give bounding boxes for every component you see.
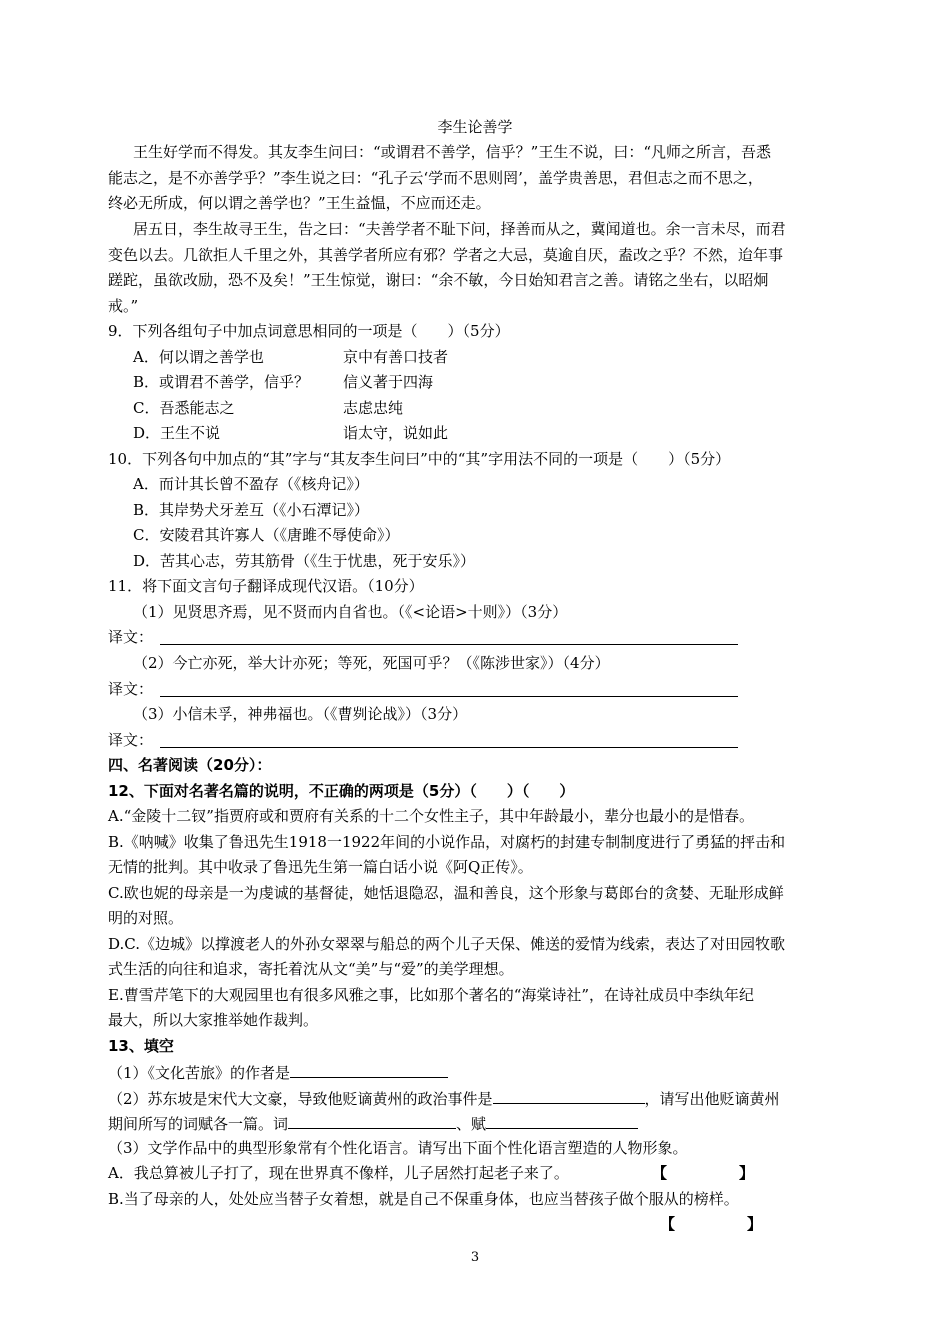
translation-answer-line-2[interactable] — [160, 696, 738, 697]
q9-option-d — [133, 423, 449, 443]
q9-option-right: 志虑忠纯 — [343, 399, 404, 417]
q10-option-c: C．安陵君其许寡人（《唐雎不辱使命》） — [133, 526, 400, 544]
q12-line: 无情的批判。其中收录了鲁迅先生第一篇白话小说《阿Q正传》。 — [108, 858, 533, 876]
fu-blank[interactable] — [486, 1112, 638, 1129]
passage-p2-line: 戒。” — [108, 297, 139, 315]
passage-title: 李生论善学 — [437, 118, 513, 136]
translation-label: 译文： — [108, 680, 154, 698]
passage-p2-line: 变色以去。几欲拒人千里之外，其善学者所应有邪？学者之大忌，莫逾自厌，盍改之乎？不然，迨年事 — [108, 246, 784, 264]
political-event-blank[interactable] — [493, 1087, 645, 1104]
q13-item-3: （3）文学作品中的典型形象常有个性化语言。请写出下面个性化语言塑造的人物形象。 — [108, 1139, 688, 1157]
q13-item-1 — [108, 1061, 448, 1081]
bracket-open: 【 — [660, 1215, 676, 1233]
q12-line: B.《呐喊》收集了鲁迅先生1918一1922年间的小说作品，对腐朽的封建专制制度进行了勇猛的抨击和 — [108, 833, 786, 851]
q12-line: E.曹雪芹笔下的大观园里也有很多风雅之事，比如那个著名的“海棠诗社”，在诗社成员中李纨年纪 — [108, 986, 755, 1004]
q13-item-b: B.当了母亲的人，处处应当替子女着想，就是自己不保重身体，也应当替孩子做个服从的榜样。 — [108, 1190, 739, 1208]
q9-option-right: 京中有善口技者 — [343, 348, 449, 366]
author-blank[interactable] — [290, 1061, 448, 1078]
q13-item-2-text: 、赋 — [456, 1115, 487, 1133]
bracket-answer-b[interactable] — [660, 1214, 762, 1234]
q9-option-right: 诣太守，说如此 — [343, 424, 449, 442]
q11-item-3: （3）小信未孚，神弗福也。（《曹刿论战》）（3分） — [133, 705, 468, 723]
q9-option-left: D．王生不说 — [133, 424, 221, 442]
q12-line: A.“金陵十二钗”指贾府或和贾府有关系的十二个女性主子，其中年龄最小，辈分也最小的是惜春。 — [108, 807, 754, 825]
translation-label: 译文： — [108, 628, 154, 646]
q13-item-a — [108, 1163, 569, 1183]
q13-item-2-text: 期间所写的词赋各一篇。词 — [108, 1115, 289, 1133]
q10-option-a: A．而计其长曾不盈存（《核舟记》） — [133, 475, 369, 493]
section-4-heading: 四、名著阅读（20分）： — [108, 756, 272, 774]
q9-option-a — [133, 347, 449, 367]
bracket-answer-a[interactable] — [652, 1163, 754, 1183]
q9-option-left: B．或谓君不善学，信乎？ — [133, 373, 310, 391]
q12-line: 明的对照。 — [108, 909, 184, 927]
q9-option-c — [133, 398, 404, 418]
q12-line: D.C.《边城》以撑渡老人的外孙女翠翠与船总的两个儿子天保、傩送的爱情为线索，表达了对田园牧歌 — [108, 935, 785, 953]
ci-blank[interactable] — [288, 1112, 456, 1129]
q10-option-b: B．其岸势犬牙差互（《小石潭记》） — [133, 501, 370, 519]
q11-stem: 11．将下面文言句子翻译成现代汉语。（10分） — [108, 577, 424, 595]
bracket-close: 】 — [747, 1215, 763, 1233]
q12-stem: 12、下面对名著名篇的说明，不正确的两项是（5分）（ ）（ ） — [108, 782, 575, 800]
passage-p1-line: 王生好学而不得发。其友李生问曰：“或谓君不善学，信乎？”王生不说，曰：“凡师之所言，吾悉 — [133, 143, 772, 161]
q13-item-a-text: A．我总算被儿子打了，现在世界真不像样，儿子居然打起老子来了。 — [108, 1164, 569, 1182]
q9-option-left: C．吾悉能志之 — [133, 399, 235, 417]
q13-stem: 13、填空 — [108, 1037, 174, 1055]
passage-p2-line: 蹉跎，虽欲改励，恐不及矣！”王生惊觉，谢曰：“余不敏，今日始知君言之善。请铭之坐右，以昭炯 — [108, 271, 769, 289]
q9-stem: 9．下列各组句子中加点词意思相同的一项是（ ）（5分） — [108, 322, 510, 340]
q10-stem: 10．下列各句中加点的“其”字与“其友李生问曰”中的“其”字用法不同的一项是（ ）（5分） — [108, 450, 731, 468]
translation-label: 译文： — [108, 731, 154, 749]
q12-line: 式生活的向往和追求，寄托着沈从文“美”与“爱”的美学理想。 — [108, 960, 514, 978]
q11-item-1: （1）见贤思齐焉，见不贤而内自省也。（《<论语>十则》）（3分） — [133, 603, 568, 621]
translation-answer-line-3[interactable] — [160, 747, 738, 748]
q12-line: C.欧也妮的母亲是一为虔诚的基督徒，她恬退隐忍，温和善良，这个形象与葛郎台的贪婪、无耻形成鲜 — [108, 884, 784, 902]
q13-item-2-cont — [108, 1112, 638, 1132]
q13-item-1-text: （1）《文化苦旅》的作者是 — [108, 1064, 291, 1082]
q10-option-d: D．苦其心志，劳其筋骨（《生于忧患，死于安乐》） — [133, 552, 476, 570]
q9-option-b — [133, 372, 434, 392]
translation-answer-line-1[interactable] — [160, 644, 738, 645]
q13-item-2-text: （2）苏东坡是宋代大文豪，导致他贬谪黄州的政治事件是 — [108, 1090, 493, 1108]
bracket-open: 【 — [652, 1164, 668, 1182]
passage-p1-line: 能志之，是不亦善学乎？”李生说之曰：“孔子云‘学而不思则罔’，盖学贵善思，君但志之而不思之， — [108, 169, 763, 187]
bracket-close: 】 — [739, 1164, 755, 1182]
q13-item-2 — [108, 1087, 780, 1107]
q9-option-left: A．何以谓之善学也 — [133, 348, 264, 366]
q12-line: 最大，所以大家推举她作裁判。 — [108, 1011, 319, 1029]
q9-option-right: 信义著于四海 — [343, 373, 434, 391]
q11-item-2: （2）今亡亦死，举大计亦死；等死，死国可乎？（《陈涉世家》）（4分） — [133, 654, 610, 672]
page-number: 3 — [470, 1250, 480, 1265]
passage-p2-line: 居五日，李生故寻王生，告之曰：“夫善学者不耻下问，择善而从之，冀闻道也。余一言未尽，而君 — [133, 220, 786, 238]
passage-p1-line: 终必无所成，何以谓之善学也？”王生益愠，不应而还走。 — [108, 194, 491, 212]
q13-item-2-text: ，请写出他贬谪黄州 — [644, 1090, 780, 1108]
